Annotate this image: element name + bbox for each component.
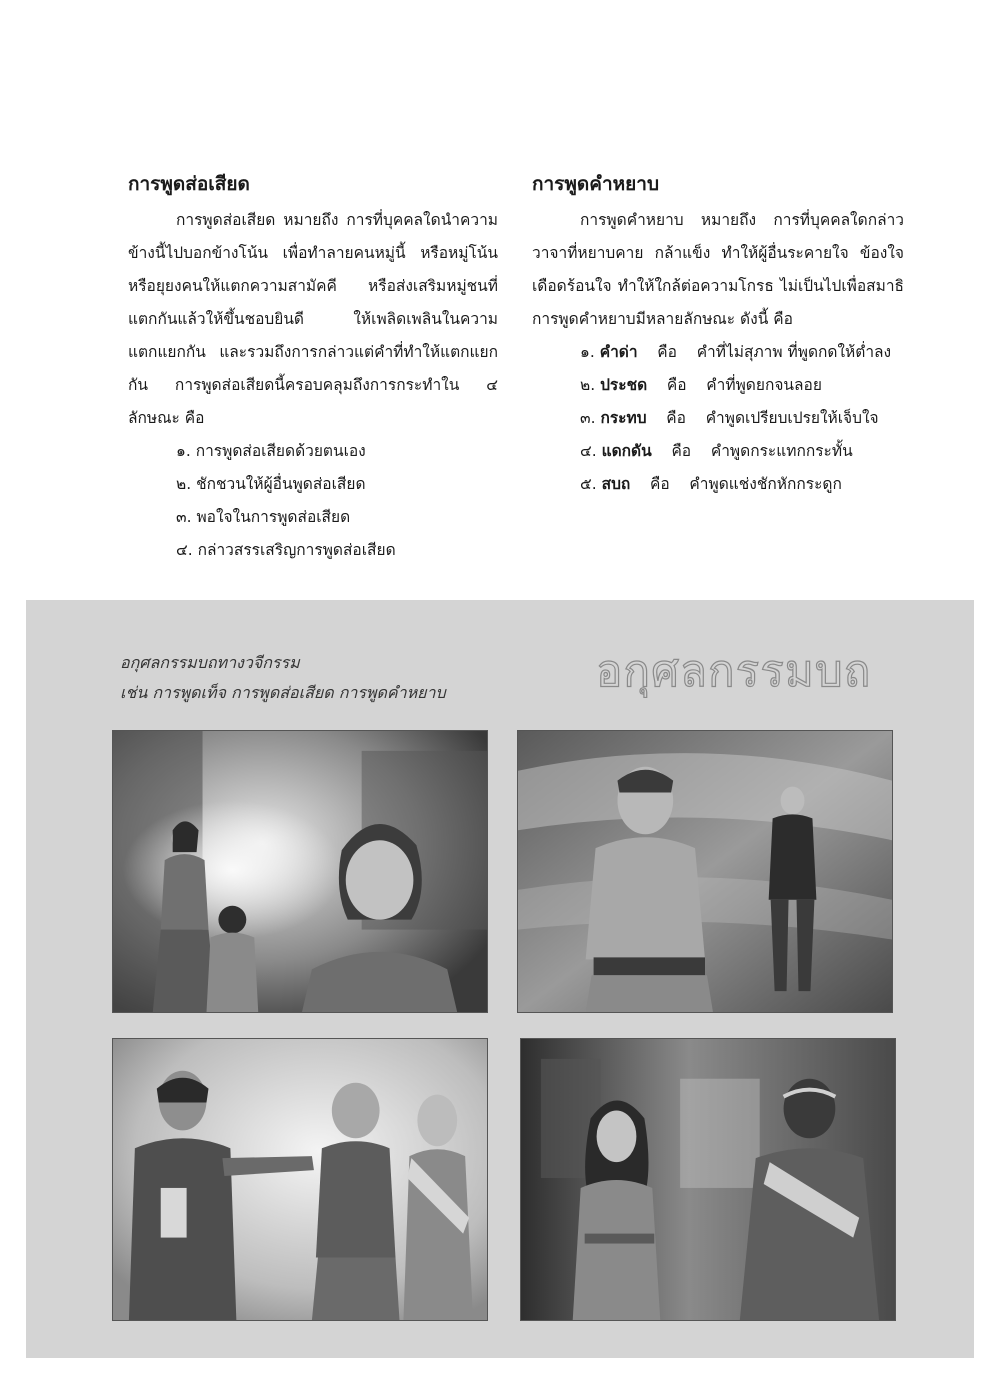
left-column: [128, 170, 498, 567]
gossip-item-3: ๓. พอใจในการพูดส่อเสียด: [176, 508, 351, 526]
caption-line-2: เช่น การพูดเท็จ การพูดส่อเสียด การพูดคำหยาบ: [120, 683, 446, 702]
heading-gossip: การพูดส่อเสียด: [128, 173, 250, 195]
harsh-item-term: แดกดัน: [601, 442, 652, 460]
gossip-item-4: ๔. กล่าวสรรเสริญการพูดส่อเสียด: [176, 541, 396, 559]
harsh-item-num: ๓.: [580, 409, 596, 427]
gossip-item-1: ๑. การพูดส่อเสียดด้วยตนเอง: [176, 442, 366, 460]
harsh-item-3: [532, 402, 904, 435]
harsh-item-desc: คำที่พูดยกจนลอย: [706, 376, 822, 394]
harsh-item-desc: คำที่ไม่สุภาพ ที่พูดกดให้ต่ำลง: [696, 343, 892, 361]
harsh-item-sep: คือ: [671, 442, 692, 460]
harsh-item-term: คำด่า: [599, 343, 638, 361]
harsh-item-desc: คำพูดกระแทกกระทั้น: [710, 442, 853, 460]
illustration-two-men: [517, 730, 893, 1013]
harsh-item-term: กระทบ: [600, 409, 647, 427]
harsh-item-num: ๒.: [580, 376, 596, 394]
caption-line-1: อกุศลกรรมบถทางวจีกรรม: [120, 653, 300, 672]
harsh-item-1: [532, 336, 904, 369]
harsh-item-sep: คือ: [657, 343, 677, 361]
heading-harsh-speech: การพูดคำหยาบ: [532, 173, 660, 195]
harsh-item-5: [532, 468, 904, 501]
harsh-speech-definition: การพูดคำหยาบ หมายถึง การที่บุคคลใดกล่าววาจาที่หยาบคาย กล้าแข็ง ทำให้ผู้อื่นระคายใจ ข้องใจ เดือดร้อนใจ ทำให้ใกล้ต่อความโกรธ ไม่เป็นไปเพื่อสมาธิ การพูดคำหยาบมีหลายลักษณะ ดังนี้ คือ: [532, 211, 904, 328]
gossip-list: [128, 435, 498, 567]
harsh-speech-list: [532, 336, 904, 501]
gossip-item-2: ๒. ชักชวนให้ผู้อื่นพูดส่อเสียด: [176, 475, 366, 493]
panel-caption: [120, 648, 446, 708]
illustration-gossip-women: [112, 730, 488, 1013]
illustration-women-facing: [520, 1038, 896, 1321]
harsh-item-num: ๑.: [580, 343, 595, 361]
harsh-item-desc: คำพูดแช่งชักหักกระดูก: [689, 475, 842, 493]
harsh-item-sep: คือ: [666, 376, 687, 394]
harsh-item-term: ประชด: [600, 376, 648, 394]
harsh-item-num: ๔.: [580, 442, 597, 460]
harsh-item-num: ๕.: [580, 475, 597, 493]
harsh-item-4: [532, 435, 904, 468]
harsh-item-term: สบถ: [601, 475, 631, 493]
gossip-definition: การพูดส่อเสียด หมายถึง การที่บุคคลใดนำความข้างนี้ไปบอกข้างโน้น เพื่อทำลายคนหมู่นี้ หรือหมู่โน้น หรือยุยงคนให้แตกความสามัคคี หรือส่งเสริมหมู่ชนที่แตกกันแล้วให้ขึ้นชอบยินดี ให้เพลิดเพลินในความแตกแยกกัน และรวมถึงการกล่าวแต่คำที่ทำให้แตกแยกกัน การพูดส่อเสียดนี้ครอบคลุมถึงการกระทำใน ๔ ลักษณะ คือ: [128, 211, 498, 427]
panel-title: อกุศลกรรมบถ: [596, 646, 872, 697]
harsh-item-sep: คือ: [650, 475, 670, 493]
harsh-item-sep: คือ: [666, 409, 686, 427]
harsh-item-2: [532, 369, 904, 402]
illustration-argument: [112, 1038, 488, 1321]
harsh-item-desc: คำพูดเปรียบเปรยให้เจ็บใจ: [705, 409, 879, 427]
right-column: [532, 170, 904, 501]
